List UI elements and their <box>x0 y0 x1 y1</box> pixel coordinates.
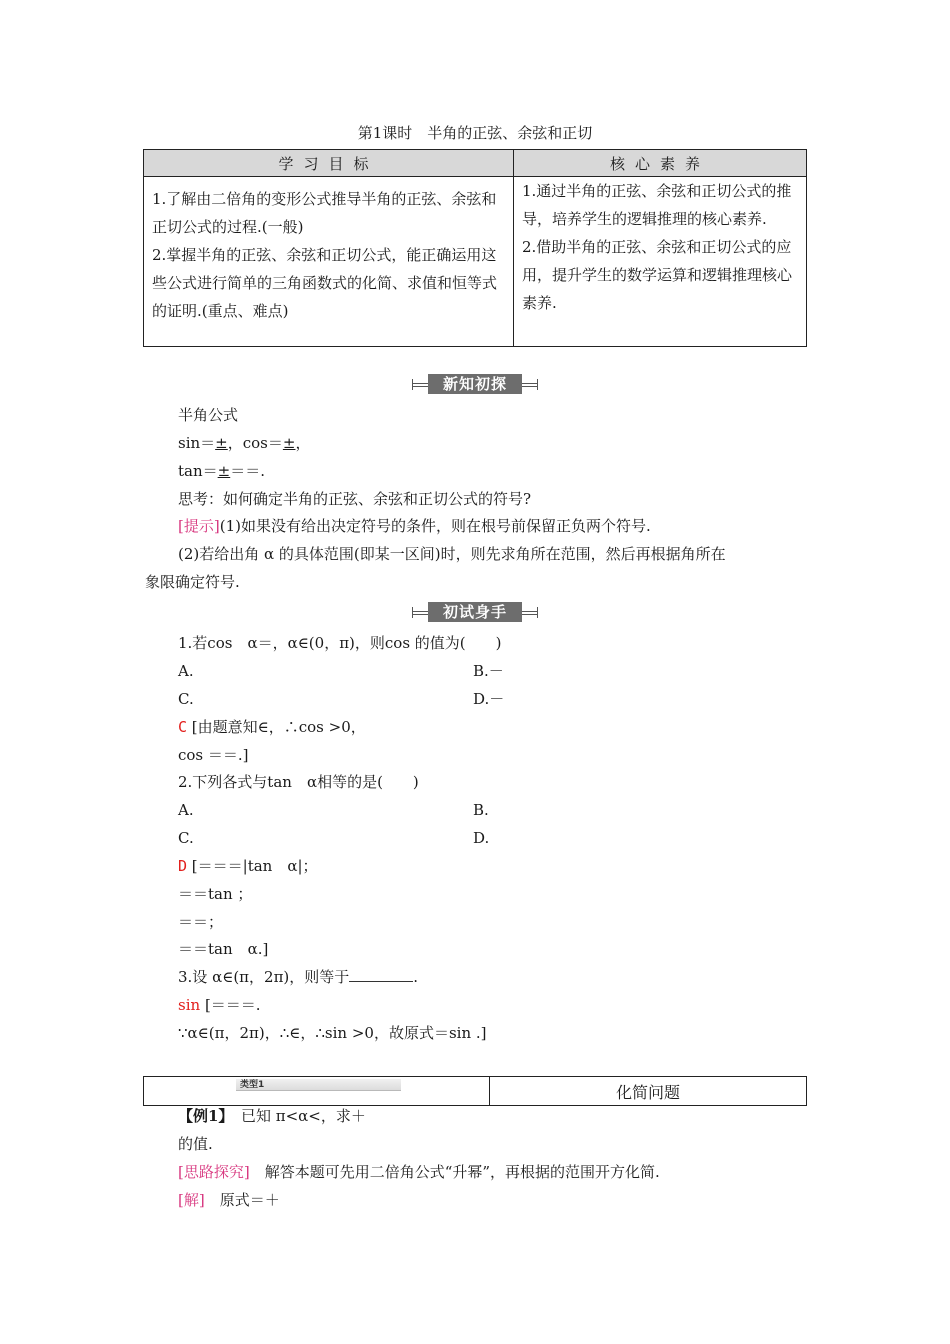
hint-tag: [提示] <box>178 517 220 535</box>
think-question: 思考：如何确定半角的正弦、余弦和正切公式的符号? <box>178 490 532 508</box>
core-literacy-text: 1.通过半角的正弦、余弦和正切公式的推导，培养学生的逻辑推理的核心素养. 2.借助半角的正弦、余弦和正切公式的应用，提升学生的数学运算和逻辑推理核心素养. <box>522 182 793 312</box>
goals-header-right: 核心素养 <box>514 150 807 177</box>
q2-answer-letter: D <box>178 857 188 875</box>
example-line-1: 【例1】 已知 π<α<，求＋ <box>178 1107 366 1125</box>
q1-answer-line-1: C [由题意知∈，∴cos >0， <box>178 718 366 736</box>
idea-line: [思路探究] 解答本题可先用二倍角公式“升幂”，再根据的范围开方化简. <box>178 1163 660 1181</box>
type-title: 化简问题 <box>490 1077 807 1106</box>
q1-option-d: D.－ <box>473 690 505 708</box>
hint-line-2: (2)若给出角 α 的具体范围(即某一区间)时，则先求角所在范围，然后再根据角所在 <box>178 545 726 563</box>
q1-option-a: A. <box>178 662 194 680</box>
idea-tag: [思路探究] <box>178 1163 250 1181</box>
sin-cos-formula-line: sin＝±，cos＝±， <box>178 434 311 452</box>
q2-answer-line-4: ＝＝tan α.] <box>178 940 269 958</box>
learning-goals-text: 1.了解由二倍角的变形公式推导半角的正弦、余弦和正切公式的过程.(一般) 2.掌握半角的正弦、余弦和正切公式，能正确运用这些公式进行简单的三角函数式的化简、求值和恒等式的证明.(重点、难点) <box>152 190 498 320</box>
solution-tag: [解] <box>178 1191 205 1209</box>
question-2: 2.下列各式与tan α相等的是( ) <box>178 773 419 791</box>
q1-option-b: B.－ <box>473 662 504 680</box>
hint-line-3: 象限确定符号. <box>145 573 240 591</box>
question-1: 1.若cos α＝，α∈(0，π)，则cos 的值为( ) <box>178 634 502 652</box>
q1-answer-letter: C <box>178 718 188 736</box>
example-line-2: 的值. <box>178 1135 213 1153</box>
type-box <box>143 1076 807 1106</box>
q2-option-a: A. <box>178 801 194 819</box>
q2-answer-line-1: D [＝＝＝|tan α|； <box>178 857 318 875</box>
q1-answer-line-2: cos ＝＝.] <box>178 746 249 764</box>
lesson-title: 第1课时 半角的正弦、余弦和正切 <box>357 124 593 142</box>
section-banner-try: 初试身手 <box>412 601 538 623</box>
section-banner-new-knowledge: 新知初探 <box>412 373 538 395</box>
q3-answer-line-1: sin [＝＝＝. <box>178 996 261 1014</box>
question-3: 3.设 α∈(π，2π)，则等于 . <box>178 968 419 986</box>
tan-formula-line: tan＝±＝＝. <box>178 462 265 480</box>
half-angle-heading: 半角公式 <box>178 406 239 424</box>
q2-option-b: B. <box>473 801 489 819</box>
goals-table <box>143 149 807 347</box>
hint-line-1: [提示](1)如果没有给出决定符号的条件，则在根号前保留正负两个符号. <box>178 517 651 535</box>
q2-option-d: D. <box>473 829 490 847</box>
q2-option-c: C. <box>178 829 194 847</box>
q3-answer-word: sin <box>178 996 205 1014</box>
q2-answer-line-3: ＝＝； <box>178 913 224 931</box>
q2-answer-line-2: ＝＝tan ； <box>178 885 253 903</box>
goals-header-left: 学习目标 <box>144 150 514 177</box>
q3-answer-line-2: ∵α∈(π，2π)，∴∈，∴sin >0，故原式＝sin .] <box>178 1024 487 1042</box>
q1-option-c: C. <box>178 690 194 708</box>
type-tag: 类型1 <box>236 1079 401 1091</box>
example-label: 【例1】 <box>178 1107 226 1125</box>
solution-line: [解] 原式＝＋ <box>178 1191 280 1209</box>
answer-blank <box>349 967 413 982</box>
